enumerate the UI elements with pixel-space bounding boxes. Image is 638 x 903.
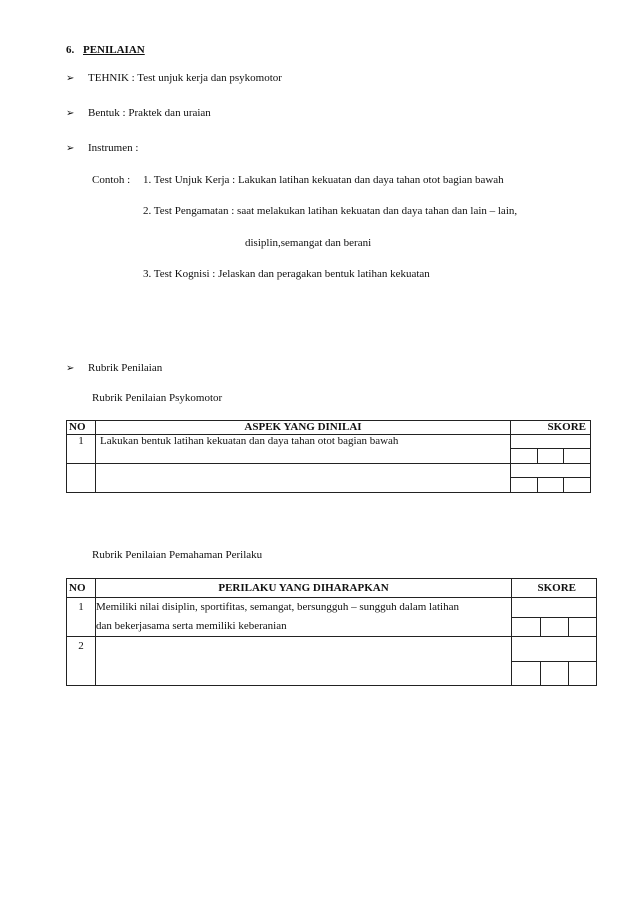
section-title: PENILAIAN bbox=[83, 44, 145, 56]
row-no: 2 bbox=[67, 637, 96, 686]
contoh-line-1: 1. Test Unjuk Kerja : Lakukan latihan kekuatan dan daya tahan otot bagian bawah bbox=[143, 174, 504, 186]
score-cell[interactable] bbox=[537, 449, 563, 464]
score-cell[interactable] bbox=[511, 449, 537, 464]
bullet-instrumen bbox=[66, 142, 138, 154]
score-cell[interactable] bbox=[511, 478, 537, 493]
row-aspek: Lakukan bentuk latihan kekuatan dan daya tahan otot bagian bawah bbox=[96, 435, 511, 464]
header-no: NO bbox=[67, 421, 96, 435]
score-cell[interactable] bbox=[540, 618, 568, 637]
table-header-row bbox=[67, 579, 597, 598]
table1-caption: Rubrik Penilaian Psykomotor bbox=[92, 392, 223, 404]
row-perilaku bbox=[96, 637, 512, 686]
bullet-text: Instrumen : bbox=[88, 142, 139, 154]
row-perilaku bbox=[96, 598, 512, 637]
score-cell[interactable] bbox=[512, 618, 540, 637]
section-number: 6. bbox=[66, 44, 75, 56]
contoh-line-4: 3. Test Kognisi : Jelaskan dan peragakan bentuk latihan kekuatan bbox=[143, 268, 430, 280]
bullet-bentuk bbox=[66, 107, 211, 119]
contoh-line-3: disiplin,semangat dan berani bbox=[245, 237, 372, 249]
score-cell[interactable] bbox=[564, 449, 590, 464]
perilaku-table bbox=[66, 578, 597, 686]
arrowhead-bullet-icon: ➢ bbox=[66, 108, 75, 119]
score-cells bbox=[511, 435, 591, 464]
score-cell[interactable] bbox=[564, 478, 590, 493]
score-cell[interactable] bbox=[512, 662, 540, 686]
table2-caption: Rubrik Penilaian Pemahaman Perilaku bbox=[92, 549, 263, 561]
table-row bbox=[67, 464, 591, 493]
header-no: NO bbox=[67, 579, 96, 598]
bullet-rubrik bbox=[66, 362, 162, 374]
bullet-tehnik bbox=[66, 72, 282, 84]
contoh-label: Contoh : bbox=[92, 174, 131, 186]
score-cells bbox=[511, 464, 591, 493]
row-no bbox=[67, 464, 96, 493]
row-perilaku-line-1: Memiliki nilai disiplin, sportifitas, semangat, bersungguh – sungguh dalam latihan bbox=[96, 601, 459, 613]
contoh-line-2: 2. Test Pengamatan : saat melakukan latihan kekuatan dan daya tahan dan lain – lain, bbox=[143, 205, 518, 217]
bullet-text: Bentuk : Praktek dan uraian bbox=[88, 107, 211, 119]
score-cell[interactable] bbox=[537, 478, 563, 493]
score-cell[interactable] bbox=[568, 618, 596, 637]
arrowhead-bullet-icon: ➢ bbox=[66, 143, 75, 154]
header-aspek: ASPEK YANG DINILAI bbox=[96, 421, 511, 435]
score-cells bbox=[512, 598, 597, 637]
table-row bbox=[67, 637, 597, 686]
header-perilaku: PERILAKU YANG DIHARAPKAN bbox=[96, 579, 512, 598]
score-cell[interactable] bbox=[568, 662, 596, 686]
score-cells bbox=[512, 637, 597, 686]
row-no: 1 bbox=[67, 598, 96, 637]
row-no: 1 bbox=[67, 435, 96, 464]
score-cell[interactable] bbox=[540, 662, 568, 686]
table-header-row bbox=[67, 421, 591, 435]
psykomotor-table bbox=[66, 420, 591, 493]
bullet-text: TEHNIK : Test unjuk kerja dan psykomotor bbox=[88, 72, 282, 84]
table-row bbox=[67, 435, 591, 464]
arrowhead-bullet-icon: ➢ bbox=[66, 363, 75, 374]
header-skore: SKORE bbox=[511, 421, 591, 435]
section-heading bbox=[66, 44, 145, 56]
table-row bbox=[67, 598, 597, 637]
header-skore: SKORE bbox=[512, 579, 597, 598]
arrowhead-bullet-icon: ➢ bbox=[66, 73, 75, 84]
bullet-text: Rubrik Penilaian bbox=[88, 362, 163, 374]
row-aspek bbox=[96, 464, 511, 493]
row-perilaku-line-2: dan bekerjasama serta memiliki keberanian bbox=[96, 620, 287, 632]
